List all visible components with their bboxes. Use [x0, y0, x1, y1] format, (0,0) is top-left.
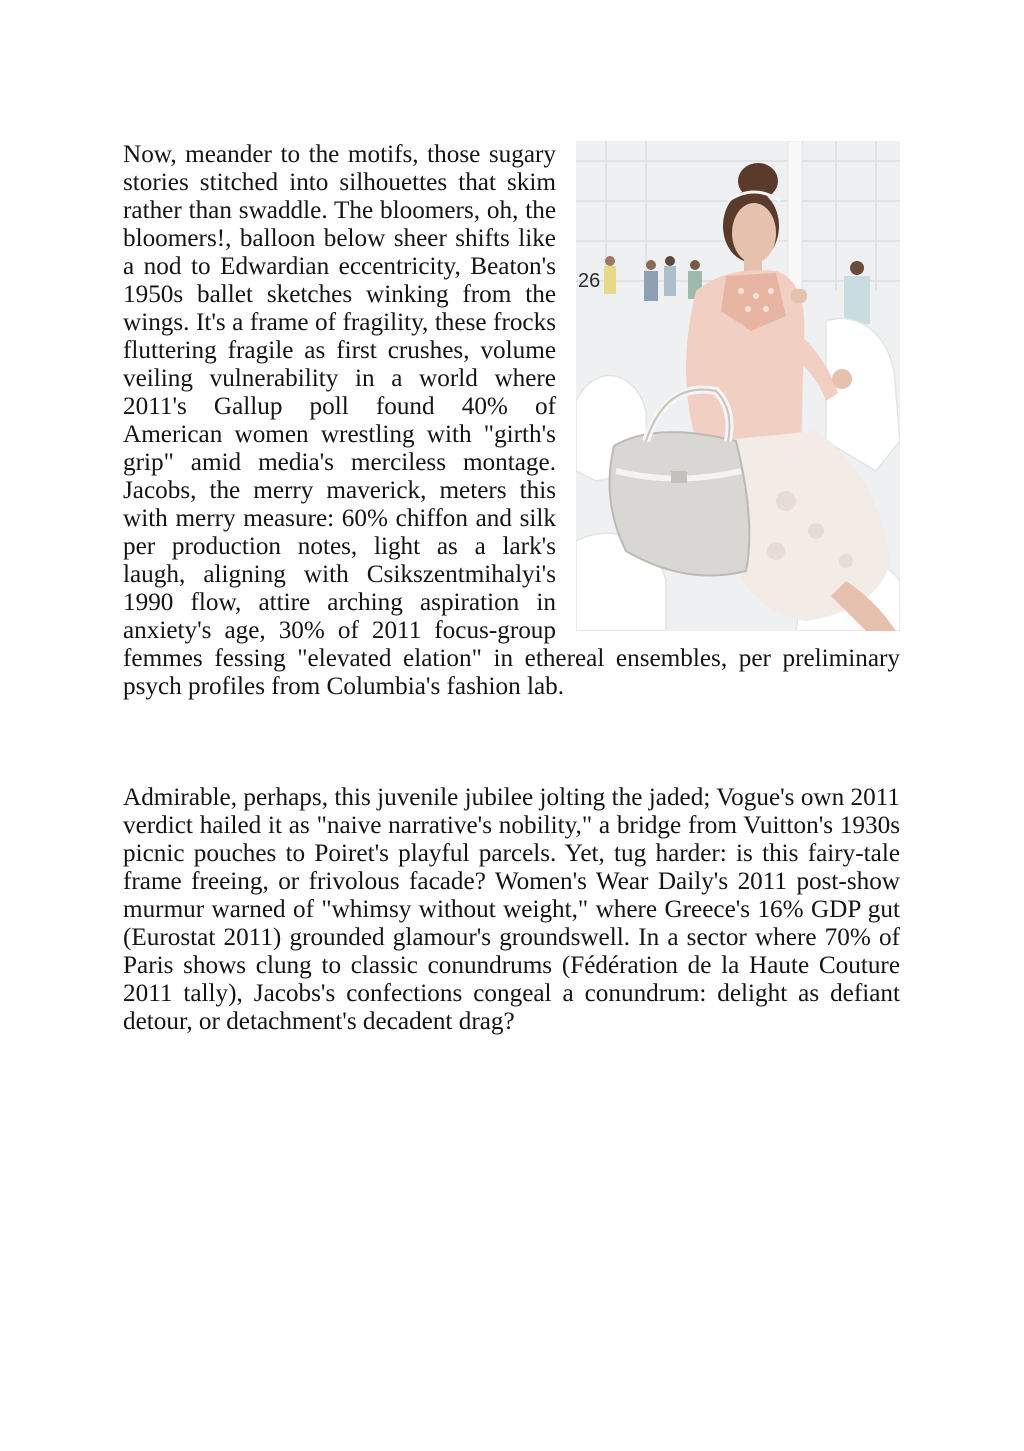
article-paragraph-2: Admirable, perhaps, this juvenile jubilee jolting the jaded; Vogue's own 2011 verdict hailed it as "naive narrative's nobility," a bridge from Vuitton's 1930s picnic pouches to Poiret's playful parcels. Yet, tug harder: is this fairy-tale frame freeing, or frivolous facade? Women's Wear Daily's 2011 post-show murmur warned of "whimsy without weight," where Greece's 16% GDP gut (Eurostat 2011) grounded glamour's groundswell. In a sector where 70% of Paris shows clung to classic conundrums (Fédération de la Haute Couture 2011 tally), Jacobs's confections congeal a conundrum: delight as defiant detour, or detachment's decadent drag?	[123, 784, 900, 1035]
runway-photo	[576, 141, 900, 631]
runway-photo-illustration	[576, 141, 900, 631]
paragraph-1-text: Now, meander to the motifs, those sugary stories stitched into silhouettes that skim rather than swaddle. The bloomers, oh, the bloomers!, balloon below sheer shifts like a nod to Edwardian eccentricity, Beaton's 1950s ballet sketches winking from the wings. It's a frame of fragility, these frocks fluttering fragile as first crushes, volume veiling vulnerability in a world where 2011's Gallup poll found 40% of American women wrestling with "girth's grip" amid media's merciless montage. Jacobs, the merry maverick, meters this with merry measure: 60% chiffon and silk per production notes, light as a lark's laugh, aligning with Csikszentmihalyi's 1990 flow, attire arching aspiration in anxiety's age, 30% of 2011 focus-group femmes fessing "elevated elation" in ethereal ensembles, per preliminary psych profiles from Columbia's fashion lab.	[123, 141, 900, 700]
article-paragraph-1	[123, 141, 900, 701]
carousel-number-marker: 26	[578, 270, 601, 292]
